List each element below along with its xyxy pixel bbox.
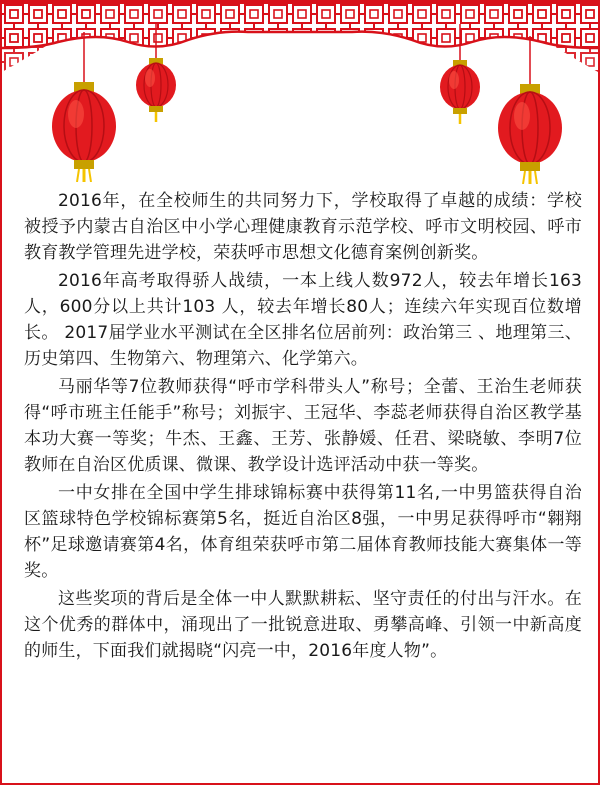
- red-lantern-icon: [438, 24, 482, 124]
- red-lantern-icon: [496, 36, 564, 184]
- paragraph-sports: 一中女排在全国中学生排球锦标赛中获得第11名,一中男篮获得自治区篮球特色学校锦标赛第5名，挺近自治区8强，一中男足获得呼市“翱翔杯”足球邀请赛第4名，体育组荣获呼市第二届体育教师技能大赛集体一等奖。: [24, 483, 582, 581]
- paragraph-achievements: 2016年，在全校师生的共同努力下，学校取得了卓越的成绩：学校被授予内蒙古自治区中小学心理健康教育示范学校、呼市文明校园、呼市教育教学管理先进学校，荣获呼市思想文化德育案例创新奖。: [24, 191, 582, 263]
- red-lantern-icon: [134, 22, 178, 122]
- red-lantern-icon: [50, 32, 118, 182]
- paragraph-teacher-awards: 马丽华等7位教师获得“呼市学科带头人”称号；全蕾、王治生老师获得“呼市班主任能手”称号；刘振宇、王冠华、李蕊老师获得自治区教学基本功大赛一等奖；牛杰、王鑫、王芳、张静媛、任君、梁晓敏、李明7位教师在自治区优质课、微课、教学设计选评活动中获一等奖。: [24, 377, 582, 475]
- paragraph-closing: 这些奖项的背后是全体一中人默默耕耘、坚守责任的付出与汗水。在这个优秀的群体中，涌现出了一批锐意进取、勇攀高峰、引领一中新高度的师生，下面我们就揭晓“闪亮一中，2016年度人物”。: [24, 589, 582, 661]
- article-body: [24, 188, 582, 666]
- paragraph-exam-results: 2016年高考取得骄人战绩，一本上线人数972人，较去年增长163人，600分以上共计103 人，较去年增长80人；连续六年实现百位数增长。 2017届学业水平测试在全区排名位居前列：政治第三 、地理第三、历史第四、生物第六、物理第六、化学第六。: [24, 271, 582, 369]
